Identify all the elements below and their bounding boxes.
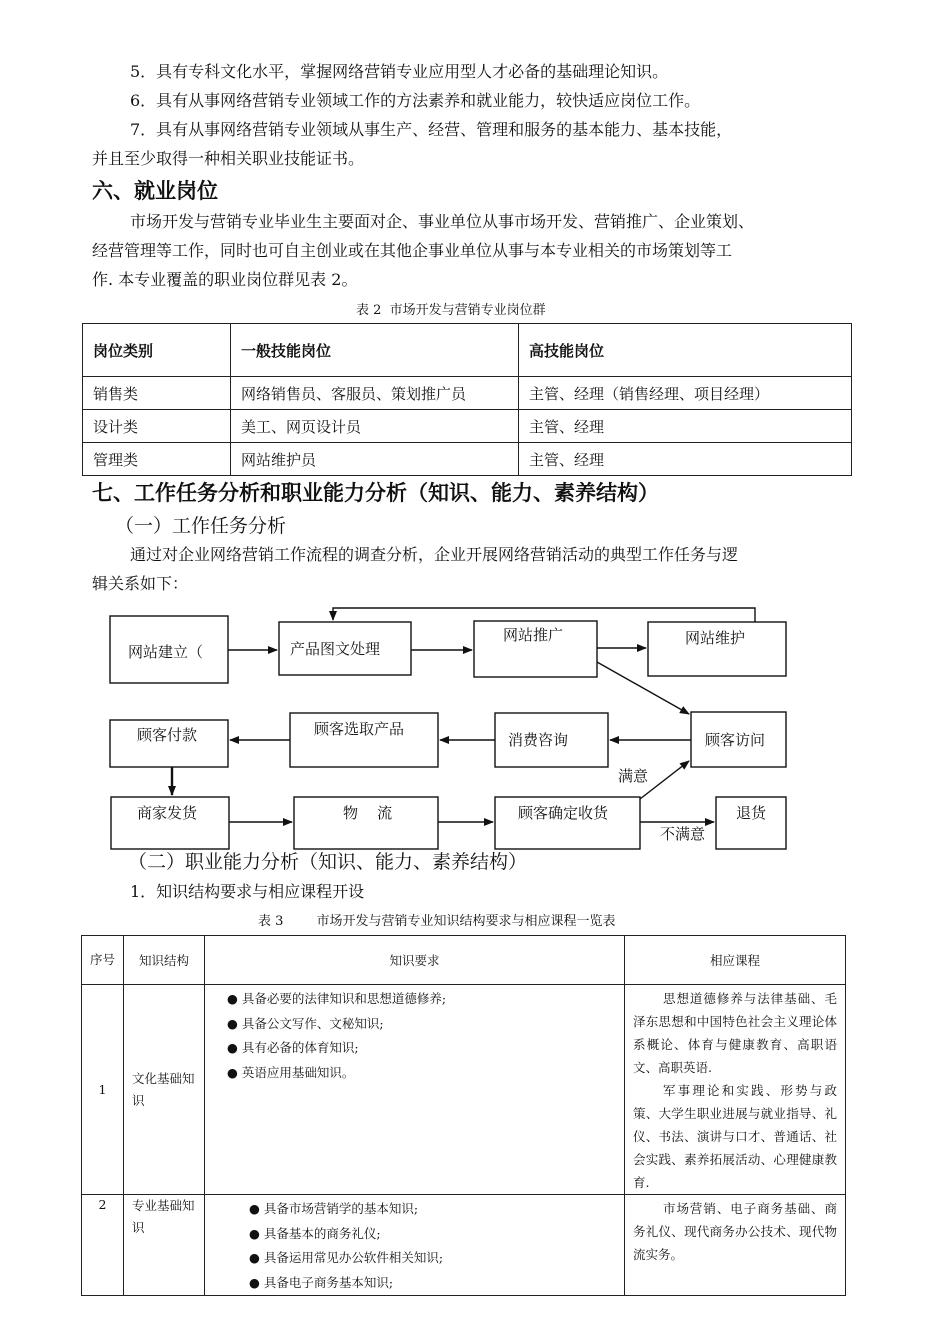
table-header-row — [82, 936, 846, 985]
table3-caption: 表 3 市场开发与营销专业知识结构要求与相应课程一览表 — [258, 914, 616, 929]
requirement-item: ● 具有必备的体育知识; — [227, 1040, 359, 1055]
table-cell: 美工、网页设计员 — [231, 410, 519, 443]
section-heading-employment: 六、就业岗位 — [92, 179, 218, 203]
table-cell-requirements — [205, 985, 625, 1195]
edge-label-satisfied: 满意 — [618, 767, 649, 785]
knowledge-courses-table — [81, 935, 846, 1296]
table-header-cell: 高技能岗位 — [519, 324, 852, 377]
table-cell: 主管、经理 — [519, 443, 852, 476]
node-site-build-label: 网站建立（ — [128, 643, 204, 661]
node-return-label: 退货 — [736, 804, 767, 822]
table-header-cell: 相应课程 — [625, 936, 846, 985]
table-cell: 主管、经理 — [519, 410, 852, 443]
section-heading-task-analysis: 七、工作任务分析和职业能力分析（知识、能力、素养结构） — [92, 481, 659, 505]
courses-paragraph: 军事理论和实践、形势与政策、大学生职业进展与就业指导、礼仪、书法、演讲与口才、普通话、社会实践、素养拓展活动、心理健康教育. — [633, 1083, 837, 1190]
work-tasks-paragraph-line1: 通过对企业网络营销工作流程的调查分析，企业开展网络营销活动的典型工作任务与逻 — [130, 545, 739, 564]
node-payment-label: 顾客付款 — [137, 726, 198, 744]
table-row — [82, 1195, 846, 1296]
table-cell-requirements — [205, 1195, 625, 1296]
requirement-item: ● 具备公文写作、文秘知识; — [227, 1015, 384, 1031]
subsection-heading-abilities: （二）职业能力分析（知识、能力、素养结构） — [128, 851, 528, 873]
table-row — [83, 443, 852, 476]
requirement-item: ● 具备运用常见办公软件相关知识; — [249, 1250, 444, 1265]
employment-paragraph-line2: 经营管理等工作，同时也可自主创业或在其他企事业单位从事与本专业相关的市场策划等工 — [92, 241, 733, 260]
table-header-cell: 一般技能岗位 — [231, 324, 519, 377]
table-cell-structure: 文化基础知识 — [124, 985, 205, 1195]
list-item-5: 5．具有专科文化水平，掌握网络营销专业应用型人才必备的基础理论知识。 — [130, 62, 669, 81]
table-row — [83, 410, 852, 443]
node-confirm-label: 顾客确定收货 — [518, 804, 609, 822]
table-cell: 网站维护员 — [231, 443, 519, 476]
edge-label-unsatisfied: 不满意 — [660, 825, 706, 843]
requirement-item: ● 英语应用基础知识。 — [227, 1064, 355, 1080]
table-header-row — [83, 324, 852, 377]
table-cell-number: 2 — [82, 1195, 124, 1296]
table-header-cell: 知识要求 — [205, 936, 625, 985]
employment-paragraph-line3: 作. 本专业覆盖的职业岗位群见表 2。 — [92, 270, 358, 289]
list-item-6: 6．具有从事网络营销专业领域工作的方法素养和就业能力，较快适应岗位工作。 — [130, 91, 701, 110]
table-cell: 管理类 — [83, 443, 231, 476]
requirement-item: ● 具备市场营销学的基本知识; — [249, 1201, 419, 1216]
list-item-7-line1: 7．具有从事网络营销专业领域从事生产、经营、管理和服务的基本能力、基本技能， — [130, 120, 733, 139]
table-header-cell: 知识结构 — [124, 936, 205, 985]
subsection-heading-work-tasks: （一）工作任务分析 — [115, 515, 287, 537]
node-select-product-label: 顾客选取产品 — [314, 720, 405, 738]
table-row — [83, 377, 852, 410]
list-item-7-line2: 并且至少取得一种相关职业技能证书。 — [92, 149, 365, 168]
table-header-cell: 岗位类别 — [83, 324, 231, 377]
courses-paragraph: 思想道德修养与法律基础、毛泽东思想和中国特色社会主义理论体系概论、体育与健康教育、高职语文、高职英语. — [633, 991, 837, 1075]
table-cell: 网络销售员、客服员、策划推广员 — [231, 377, 519, 410]
knowledge-structure-heading: 1．知识结构要求与相应课程开设 — [130, 882, 365, 901]
table-cell-courses — [625, 985, 846, 1195]
requirement-item: ● 具备基本的商务礼仪; — [249, 1225, 381, 1241]
node-site-promo-label: 网站推广 — [503, 626, 564, 644]
table-cell-courses — [625, 1195, 846, 1296]
employment-paragraph-line1: 市场开发与营销专业毕业生主要面对企、事业单位从事市场开发、营销推广、企业策划、 — [130, 212, 755, 231]
workflow-diagram — [0, 600, 950, 855]
node-customer-visit-label: 顾客访问 — [705, 731, 766, 749]
job-positions-table — [82, 323, 852, 476]
requirement-item: ● 具备电子商务基本知识; — [249, 1274, 394, 1290]
table-row — [82, 985, 846, 1195]
table-cell-number: 1 — [82, 985, 124, 1195]
courses-paragraph: 市场营销、电子商务基础、商务礼仪、现代商务办公技术、现代物流实务。 — [633, 1201, 837, 1262]
table-cell-structure: 专业基础知识 — [124, 1195, 205, 1296]
node-logistics-label: 物 流 — [343, 804, 393, 822]
table-cell: 主管、经理（销售经理、项目经理） — [519, 377, 852, 410]
requirement-item: ● 具备必要的法律知识和思想道德修养; — [227, 991, 447, 1006]
table2-caption: 表 2 市场开发与营销专业岗位群 — [356, 303, 546, 318]
work-tasks-paragraph-line2: 辑关系如下： — [92, 574, 189, 593]
edge-maint-loop-to-content — [333, 608, 755, 622]
table-header-cell: 序号 — [82, 936, 124, 985]
node-product-content-label: 产品图文处理 — [290, 640, 381, 658]
node-ship-label: 商家发货 — [137, 804, 198, 822]
table-cell: 销售类 — [83, 377, 231, 410]
node-site-maint-label: 网站维护 — [685, 629, 746, 647]
table-cell: 设计类 — [83, 410, 231, 443]
node-consult-label: 消费咨询 — [508, 731, 569, 749]
